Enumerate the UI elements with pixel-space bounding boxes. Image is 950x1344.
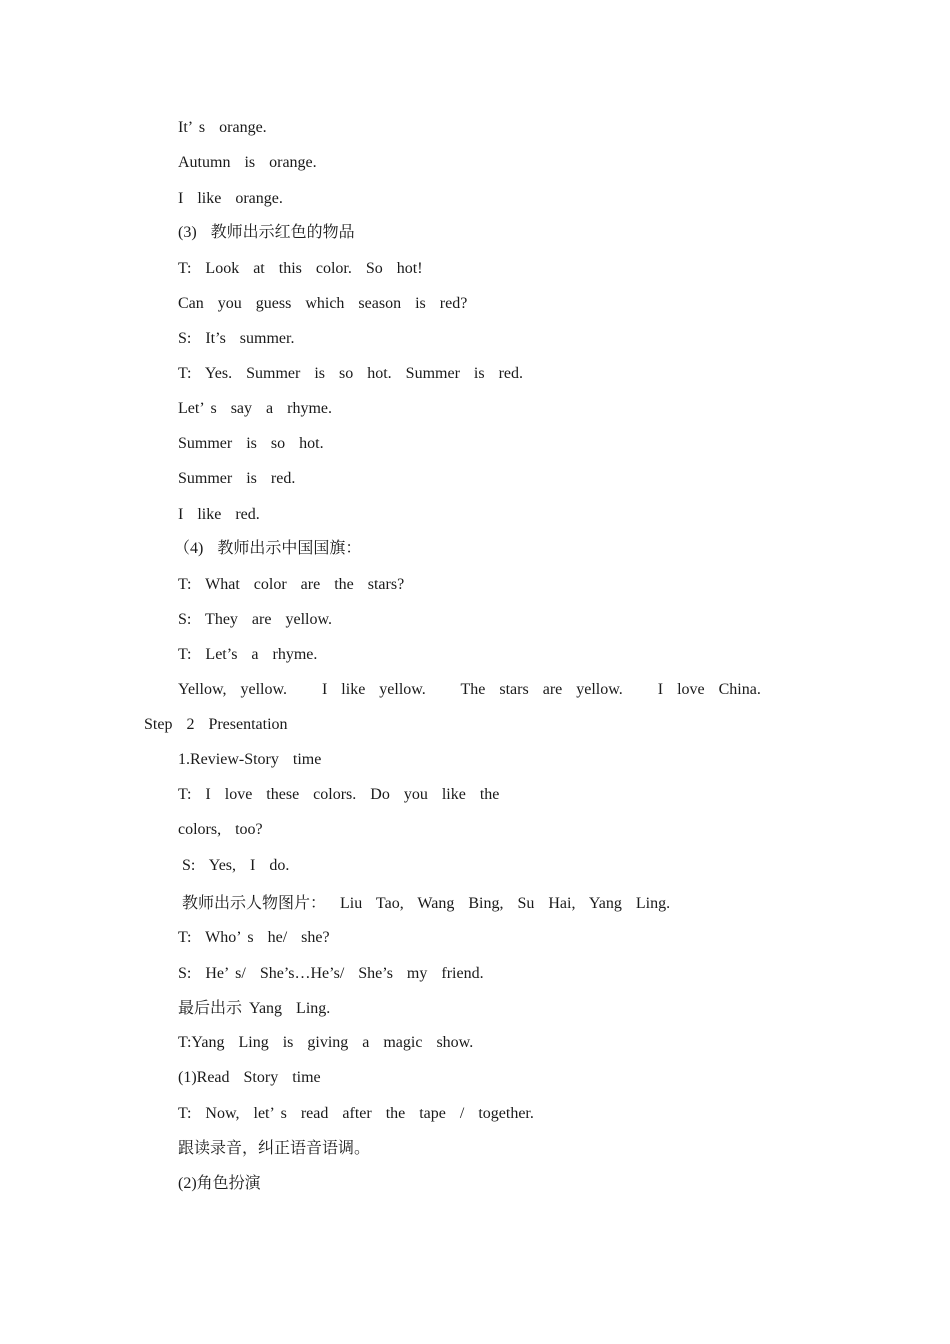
- text-line: 跟读录音，纠正语音语调。: [178, 1140, 371, 1157]
- text-line: S: They are yellow.: [178, 611, 332, 628]
- text-line: T: Yes. Summer is so hot. Summer is red.: [178, 365, 523, 382]
- section-heading: (2)角色扮演: [178, 1175, 261, 1192]
- text-line: T: Now, let’ s read after the tape / together.: [178, 1105, 534, 1122]
- text-line: T: Look at this color. So hot!: [178, 260, 423, 277]
- text-line: Yellow, yellow. I like yellow. The stars are yellow. I love China.: [178, 681, 761, 698]
- text-line: S: He’ s/ She’s…He’s/ She’s my friend.: [178, 965, 484, 982]
- text-line: Summer is so hot.: [178, 435, 324, 452]
- text-line: T: Who’ s he/ she?: [178, 929, 330, 946]
- text-line: It’ s orange.: [178, 119, 267, 136]
- section-heading: 1.Review-Story time: [178, 751, 322, 768]
- text-line: 教师出示人物图片： Liu Tao, Wang Bing, Su Hai, Yang Ling.: [182, 895, 671, 912]
- step-heading: Step 2 Presentation: [144, 716, 288, 733]
- text-line: Autumn is orange.: [178, 154, 317, 171]
- text-line: colors, too?: [178, 821, 263, 838]
- text-line: Summer is red.: [178, 470, 296, 487]
- text-line: T: What color are the stars?: [178, 576, 405, 593]
- text-line: T:Yang Ling is giving a magic show.: [178, 1034, 474, 1051]
- section-heading: (3) 教师出示红色的物品: [178, 224, 355, 241]
- text-line: I like red.: [178, 506, 260, 523]
- section-heading: （4) 教师出示中国国旗：: [174, 540, 362, 557]
- text-line: S: Yes, I do.: [182, 857, 290, 874]
- text-line: Let’ s say a rhyme.: [178, 400, 332, 417]
- text-line: Can you guess which season is red?: [178, 295, 468, 312]
- text-line: 最后出示 Yang Ling.: [178, 1000, 331, 1017]
- text-line: I like orange.: [178, 190, 283, 207]
- section-heading: (1)Read Story time: [178, 1069, 321, 1086]
- text-line: T: I love these colors. Do you like the: [178, 786, 500, 803]
- text-line: S: It’s summer.: [178, 330, 295, 347]
- text-line: T: Let’s a rhyme.: [178, 646, 318, 663]
